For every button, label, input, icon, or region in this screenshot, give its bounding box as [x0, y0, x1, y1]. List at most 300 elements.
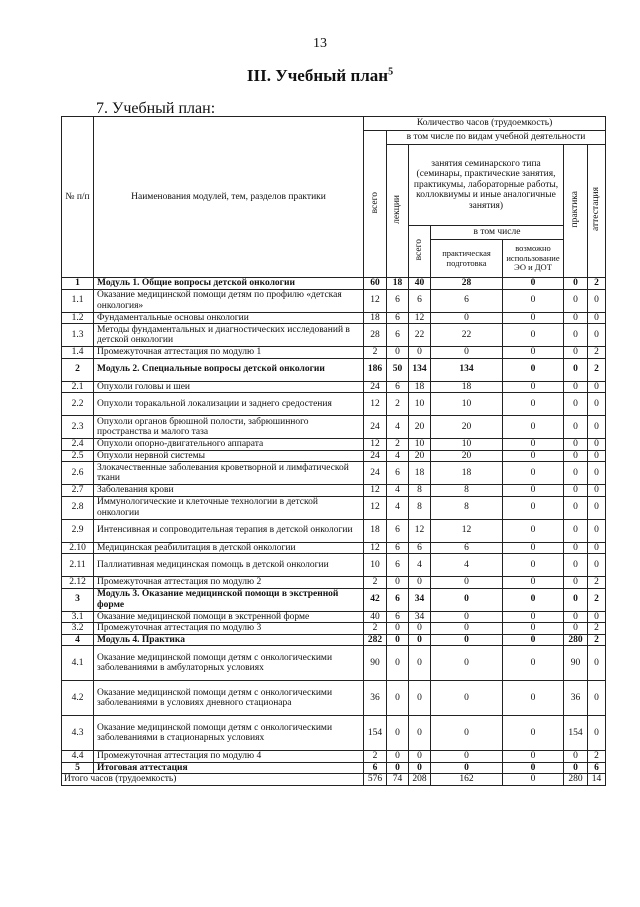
- row-value: 2: [588, 634, 606, 646]
- header-total-hours: Количество часов (трудоемкость): [364, 117, 606, 131]
- row-value: 6: [387, 312, 409, 324]
- row-value: 0: [409, 623, 431, 635]
- row-name: Оказание медицинской помощи детям с онкологическими заболеваниями в условиях дневного стационара: [94, 681, 364, 716]
- row-value: 0: [588, 450, 606, 462]
- row-value: 12: [409, 519, 431, 542]
- table-row: [62, 439, 606, 451]
- subtitle: 7. Учебный план:: [96, 100, 216, 117]
- row-name: Промежуточная аттестация по модулю 2: [94, 577, 364, 589]
- row-value: 2: [364, 577, 387, 589]
- row-value: 0: [564, 416, 588, 439]
- row-value: 0: [503, 462, 564, 485]
- row-value: 2: [588, 278, 606, 290]
- row-value: 0: [431, 634, 503, 646]
- row-value: 0: [564, 312, 588, 324]
- table-row: [62, 716, 606, 751]
- row-value: 0: [387, 762, 409, 774]
- table-row: [62, 312, 606, 324]
- row-value: 8: [409, 485, 431, 497]
- row-value: 186: [364, 358, 387, 381]
- row-value: 0: [409, 762, 431, 774]
- row-number: 2.11: [62, 554, 94, 577]
- row-value: 24: [364, 462, 387, 485]
- row-value: 40: [364, 611, 387, 623]
- row-value: 0: [503, 762, 564, 774]
- row-value: 2: [588, 751, 606, 763]
- row-value: 18: [431, 462, 503, 485]
- row-value: 0: [503, 312, 564, 324]
- row-name: Промежуточная аттестация по модулю 4: [94, 751, 364, 763]
- table-row: [62, 762, 606, 774]
- table-row: [62, 289, 606, 312]
- table-row: [62, 519, 606, 542]
- row-value: 8: [431, 496, 503, 519]
- row-name: Модуль 3. Оказание медицинской помощи в экстренной форме: [94, 588, 364, 611]
- row-name: Опухоли нервной системы: [94, 450, 364, 462]
- total-value: 14: [588, 774, 606, 786]
- row-name: Модуль 1. Общие вопросы детской онкологии: [94, 278, 364, 290]
- row-value: 12: [364, 542, 387, 554]
- row-value: 0: [588, 416, 606, 439]
- table-body: [62, 278, 606, 774]
- row-value: 0: [503, 646, 564, 681]
- row-value: 280: [564, 634, 588, 646]
- table-row: [62, 485, 606, 497]
- row-value: 0: [387, 623, 409, 635]
- row-number: 2.10: [62, 542, 94, 554]
- row-value: 6: [588, 762, 606, 774]
- row-value: 134: [431, 358, 503, 381]
- table-row: [62, 416, 606, 439]
- row-value: 0: [503, 278, 564, 290]
- row-value: 0: [503, 358, 564, 381]
- row-value: 10: [364, 554, 387, 577]
- row-value: 0: [588, 289, 606, 312]
- row-value: 0: [387, 634, 409, 646]
- row-name: Злокачественные заболевания кроветворной и лимфатической ткани: [94, 462, 364, 485]
- row-value: 0: [503, 634, 564, 646]
- total-value: 74: [387, 774, 409, 786]
- row-value: 0: [564, 588, 588, 611]
- table-row: [62, 496, 606, 519]
- row-value: 0: [564, 496, 588, 519]
- row-value: 0: [409, 347, 431, 359]
- row-value: 0: [564, 577, 588, 589]
- row-name: Заболевания крови: [94, 485, 364, 497]
- row-value: 0: [588, 519, 606, 542]
- row-value: 12: [364, 485, 387, 497]
- row-value: 0: [431, 312, 503, 324]
- row-value: 0: [564, 439, 588, 451]
- row-number: 2.12: [62, 577, 94, 589]
- row-value: 4: [387, 485, 409, 497]
- row-number: 2.8: [62, 496, 94, 519]
- row-number: 4.1: [62, 646, 94, 681]
- header-attestation: [588, 145, 606, 278]
- row-name: Оказание медицинской помощи в экстренной форме: [94, 611, 364, 623]
- row-number: 3.1: [62, 611, 94, 623]
- row-number: 1.4: [62, 347, 94, 359]
- row-value: 24: [364, 450, 387, 462]
- curriculum-table: [61, 116, 606, 786]
- row-value: 0: [503, 485, 564, 497]
- row-value: 0: [588, 393, 606, 416]
- table-row: [62, 623, 606, 635]
- table-row: [62, 381, 606, 393]
- total-value: 576: [364, 774, 387, 786]
- row-value: 20: [431, 450, 503, 462]
- row-value: 90: [564, 646, 588, 681]
- row-value: 0: [588, 312, 606, 324]
- table-row: [62, 634, 606, 646]
- row-value: 12: [431, 519, 503, 542]
- table-row: [62, 462, 606, 485]
- row-value: 0: [564, 485, 588, 497]
- row-value: 36: [564, 681, 588, 716]
- row-value: 0: [387, 646, 409, 681]
- row-value: 0: [564, 542, 588, 554]
- row-number: 1.1: [62, 289, 94, 312]
- row-value: 0: [588, 485, 606, 497]
- row-name: Оказание медицинской помощи детям с онкологическими заболеваниями в амбулаторных условиях: [94, 646, 364, 681]
- row-value: 0: [564, 278, 588, 290]
- row-value: 2: [364, 751, 387, 763]
- row-value: 4: [409, 554, 431, 577]
- row-value: 18: [431, 381, 503, 393]
- table-row: [62, 577, 606, 589]
- row-value: 6: [387, 519, 409, 542]
- row-value: 6: [431, 542, 503, 554]
- row-value: 0: [409, 634, 431, 646]
- row-value: 0: [588, 381, 606, 393]
- row-value: 0: [588, 681, 606, 716]
- row-value: 0: [503, 623, 564, 635]
- row-name: Медицинская реабилитация в детской онкологии: [94, 542, 364, 554]
- row-value: 0: [588, 646, 606, 681]
- section-title: [0, 66, 640, 86]
- row-value: 6: [387, 554, 409, 577]
- row-value: 0: [588, 542, 606, 554]
- row-value: 0: [588, 462, 606, 485]
- header-lectures: [387, 145, 409, 278]
- row-value: 34: [409, 588, 431, 611]
- header-total-text: всего: [369, 191, 380, 213]
- row-value: 12: [364, 393, 387, 416]
- table-row: [62, 681, 606, 716]
- row-value: 20: [431, 416, 503, 439]
- header-num: № п/п: [62, 117, 94, 278]
- row-value: 0: [387, 347, 409, 359]
- row-value: 0: [503, 496, 564, 519]
- row-value: 0: [409, 577, 431, 589]
- row-value: 6: [387, 462, 409, 485]
- row-name: Иммунологические и клеточные технологии в детской онкологии: [94, 496, 364, 519]
- row-value: 0: [503, 577, 564, 589]
- row-value: 4: [387, 450, 409, 462]
- row-value: 8: [431, 485, 503, 497]
- table-row: [62, 542, 606, 554]
- row-value: 0: [431, 646, 503, 681]
- row-value: 0: [564, 554, 588, 577]
- row-number: 5: [62, 762, 94, 774]
- row-value: 0: [564, 450, 588, 462]
- row-name: Опухоли головы и шеи: [94, 381, 364, 393]
- row-value: 0: [409, 751, 431, 763]
- row-number: 4.4: [62, 751, 94, 763]
- row-number: 2.9: [62, 519, 94, 542]
- row-value: 0: [564, 762, 588, 774]
- row-number: 1.3: [62, 324, 94, 347]
- header-seminars: занятия семинарского типа (семинары, практические занятия, практикумы, лабораторные работы, коллоквиумы и иные аналогичные занятия): [409, 145, 564, 226]
- row-value: 0: [503, 450, 564, 462]
- row-value: 10: [409, 393, 431, 416]
- row-value: 12: [364, 439, 387, 451]
- row-number: 2.7: [62, 485, 94, 497]
- row-value: 0: [431, 716, 503, 751]
- row-value: 0: [431, 681, 503, 716]
- row-value: 0: [503, 554, 564, 577]
- row-value: 0: [588, 496, 606, 519]
- row-value: 134: [409, 358, 431, 381]
- row-value: 12: [364, 496, 387, 519]
- row-value: 6: [387, 289, 409, 312]
- row-number: 2.5: [62, 450, 94, 462]
- row-value: 0: [564, 381, 588, 393]
- row-value: 2: [364, 623, 387, 635]
- row-value: 0: [503, 347, 564, 359]
- total-value: 0: [503, 774, 564, 786]
- row-value: 0: [588, 611, 606, 623]
- row-number: 4.2: [62, 681, 94, 716]
- row-number: 1.2: [62, 312, 94, 324]
- row-value: 2: [387, 439, 409, 451]
- row-value: 50: [387, 358, 409, 381]
- row-value: 2: [387, 393, 409, 416]
- row-number: 3.2: [62, 623, 94, 635]
- row-value: 0: [431, 623, 503, 635]
- row-value: 12: [364, 289, 387, 312]
- row-value: 0: [503, 751, 564, 763]
- row-value: 0: [564, 289, 588, 312]
- row-value: 18: [364, 519, 387, 542]
- row-value: 0: [431, 751, 503, 763]
- row-value: 282: [364, 634, 387, 646]
- row-value: 0: [503, 416, 564, 439]
- row-value: 0: [564, 347, 588, 359]
- row-name: Оказание медицинской помощи детям с онкологическими заболеваниями в стационарных условиях: [94, 716, 364, 751]
- row-value: 2: [364, 347, 387, 359]
- section-title-text: III. Учебный план: [246, 66, 389, 85]
- row-value: 90: [364, 646, 387, 681]
- row-value: 6: [387, 588, 409, 611]
- row-value: 0: [564, 324, 588, 347]
- row-number: 3: [62, 588, 94, 611]
- row-value: 22: [431, 324, 503, 347]
- row-value: 154: [564, 716, 588, 751]
- row-value: 0: [431, 577, 503, 589]
- row-value: 0: [503, 681, 564, 716]
- row-value: 10: [431, 393, 503, 416]
- row-value: 0: [588, 439, 606, 451]
- row-value: 2: [588, 588, 606, 611]
- row-value: 0: [431, 611, 503, 623]
- row-value: 0: [503, 393, 564, 416]
- row-value: 2: [588, 623, 606, 635]
- header-lectures-text: лекции: [392, 194, 403, 224]
- table-row: [62, 450, 606, 462]
- header-practice: [564, 145, 588, 278]
- header-attestation-text: аттестация: [591, 187, 602, 232]
- row-value: 12: [409, 312, 431, 324]
- row-value: 36: [364, 681, 387, 716]
- row-value: 24: [364, 416, 387, 439]
- row-number: 2: [62, 358, 94, 381]
- row-name: Фундаментальные основы онкологии: [94, 312, 364, 324]
- total-value: 162: [431, 774, 503, 786]
- row-value: 20: [409, 450, 431, 462]
- row-value: 20: [409, 416, 431, 439]
- row-name: Паллиативная медицинская помощь в детской онкологии: [94, 554, 364, 577]
- row-value: 42: [364, 588, 387, 611]
- row-number: 1: [62, 278, 94, 290]
- row-value: 18: [409, 462, 431, 485]
- table-row: [62, 646, 606, 681]
- row-value: 0: [503, 611, 564, 623]
- total-label: Итого часов (трудоемкость): [62, 774, 364, 786]
- row-value: 6: [387, 381, 409, 393]
- header-prac-prep: практическая подготовка: [431, 240, 503, 278]
- row-value: 6: [387, 611, 409, 623]
- row-value: 22: [409, 324, 431, 347]
- header-sem-total: [409, 226, 431, 278]
- table-row: [62, 611, 606, 623]
- row-value: 6: [364, 762, 387, 774]
- row-value: 0: [503, 439, 564, 451]
- row-value: 10: [431, 439, 503, 451]
- row-value: 0: [387, 577, 409, 589]
- row-value: 18: [364, 312, 387, 324]
- table-row: [62, 751, 606, 763]
- row-name: Модуль 2. Специальные вопросы детской онкологии: [94, 358, 364, 381]
- row-value: 0: [588, 554, 606, 577]
- row-value: 0: [387, 681, 409, 716]
- row-value: 10: [409, 439, 431, 451]
- row-name: Итоговая аттестация: [94, 762, 364, 774]
- row-name: Опухоли опорно-двигательного аппарата: [94, 439, 364, 451]
- row-name: Оказание медицинской помощи детям по профилю «детская онкология»: [94, 289, 364, 312]
- row-value: 0: [431, 762, 503, 774]
- row-number: 2.6: [62, 462, 94, 485]
- total-row: [62, 774, 606, 786]
- row-value: 6: [431, 289, 503, 312]
- row-value: 0: [588, 324, 606, 347]
- row-value: 6: [387, 324, 409, 347]
- header-eo-dot: возможно использование ЭО и ДОТ: [503, 240, 564, 278]
- row-value: 4: [431, 554, 503, 577]
- total-value: 208: [409, 774, 431, 786]
- header-incl: в том числе: [431, 226, 564, 240]
- table-row: [62, 347, 606, 359]
- row-name: Модуль 4. Практика: [94, 634, 364, 646]
- row-value: 2: [588, 577, 606, 589]
- row-value: 0: [564, 462, 588, 485]
- header-sem-total-text: всего: [414, 239, 425, 261]
- footnote-marker: 5: [388, 66, 394, 78]
- row-value: 4: [387, 416, 409, 439]
- row-number: 2.2: [62, 393, 94, 416]
- row-value: 24: [364, 381, 387, 393]
- row-value: 34: [409, 611, 431, 623]
- row-value: 0: [409, 716, 431, 751]
- row-value: 0: [409, 646, 431, 681]
- row-number: 4.3: [62, 716, 94, 751]
- header-name: Наименования модулей, тем, разделов практики: [94, 117, 364, 278]
- row-value: 0: [431, 347, 503, 359]
- row-value: 0: [409, 681, 431, 716]
- total-value: 280: [564, 774, 588, 786]
- row-name: Промежуточная аттестация по модулю 1: [94, 347, 364, 359]
- page-number: 13: [313, 36, 327, 51]
- row-value: 0: [564, 519, 588, 542]
- row-value: 2: [588, 347, 606, 359]
- row-value: 0: [431, 588, 503, 611]
- row-value: 6: [409, 542, 431, 554]
- row-value: 0: [503, 381, 564, 393]
- row-value: 154: [364, 716, 387, 751]
- row-value: 0: [503, 588, 564, 611]
- row-value: 2: [588, 358, 606, 381]
- row-value: 8: [409, 496, 431, 519]
- row-value: 28: [364, 324, 387, 347]
- row-number: 2.4: [62, 439, 94, 451]
- table-row: [62, 278, 606, 290]
- row-value: 0: [564, 751, 588, 763]
- row-name: Опухоли органов брюшной полости, забрюшинного пространства и малого таза: [94, 416, 364, 439]
- table-row: [62, 358, 606, 381]
- table-row: [62, 324, 606, 347]
- row-value: 60: [364, 278, 387, 290]
- row-value: 6: [387, 542, 409, 554]
- row-value: 6: [409, 289, 431, 312]
- row-value: 0: [564, 623, 588, 635]
- row-name: Опухоли торакальной локализации и заднего средостения: [94, 393, 364, 416]
- row-name: Методы фундаментальных и диагностических исследований в детской онкологии: [94, 324, 364, 347]
- row-value: 0: [503, 324, 564, 347]
- header-practice-text: практика: [570, 191, 581, 228]
- row-value: 18: [387, 278, 409, 290]
- row-value: 4: [387, 496, 409, 519]
- row-value: 0: [387, 716, 409, 751]
- row-value: 0: [588, 716, 606, 751]
- row-value: 0: [503, 289, 564, 312]
- header-by-type: в том числе по видам учебной деятельности: [387, 131, 606, 145]
- row-value: 28: [431, 278, 503, 290]
- table-row: [62, 588, 606, 611]
- row-name: Интенсивная и сопроводительная терапия в детской онкологии: [94, 519, 364, 542]
- row-name: Промежуточная аттестация по модулю 3: [94, 623, 364, 635]
- row-value: 0: [564, 611, 588, 623]
- row-value: 40: [409, 278, 431, 290]
- row-value: 0: [503, 542, 564, 554]
- header-total: [364, 131, 387, 278]
- row-value: 0: [503, 519, 564, 542]
- row-value: 0: [387, 751, 409, 763]
- row-value: 0: [503, 716, 564, 751]
- row-number: 2.3: [62, 416, 94, 439]
- row-value: 18: [409, 381, 431, 393]
- row-number: 4: [62, 634, 94, 646]
- table-row: [62, 554, 606, 577]
